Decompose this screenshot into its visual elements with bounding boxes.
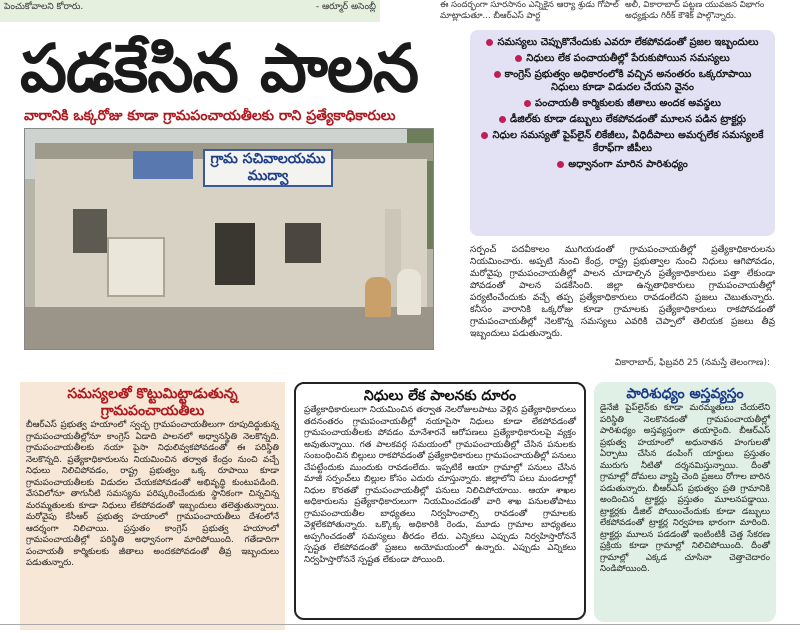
column-sanitation-title: పారిశుధ్యం అస్తవ్యస్తం bbox=[626, 386, 744, 402]
photo-sign-text2: ముద్వా bbox=[247, 168, 289, 184]
column-funds-body: ప్రత్యేకాధికారులుగా నియమించిన తర్వాత నెలరోజులపాటు వెళ్లిన ప్రత్యేకాధికారులు తదనంతరం గ్రామపంచాయతీల్లో నయాపైసా నిధులు కూడా లేకపోవడంతో గ్రామపంచాయతీలకు పోవడం మానేశారనే ఆరోపణలు ప్రత్యేకాధికారులపై వ్యక్తం అవుతున్నాయి. గత పాలకవర్గ సమయంలో గ్రామపంచాయతీల్లో చేసిన పనులకు సంబంధించిన బిల్లులు రాకపోవడంతో ప్రత్యేకాధికారులు గ్రామపంచాయతీల్లో పనులు చేపట్టేందుకు ముందుకు రావడంలేదు. ఇప్పటికే ఆయా గ్రామాల్లో పనులు చేసిన మాజీ సర్పంచ్‌లు బిల్లుల కోసం ఎదురు చూస్తున్నారు. జిల్లాలోని పలు మండలాల్లో నిధుల కొరతతో గ్రామపంచాయతీల్లో పనులు నిలిచిపోయాయి. ఆయా శాఖల అధికారులను ప్రత్యేకాధికారులుగా నియమించడంతో వారి శాఖ పనులతోపాటు గ్రామపంచాయతీల బాధ్యతలు నిర్వహించాల్సి రావడంతో గ్రామాలకు వెళ్లలేకపోతున్నారు. ఒక్కొక్క అధికారికి రెండు, మూడు గ్రామాల బాధ్యతలు అప్పగించడంతో సమస్యలు తీరడం లేదు. ఎన్నికలు ఎప్పుడు నిర్వహిస్తారోననే స్పష్టత లేకపోవడంతో ప్రజలు అయోమయంలో ఉన్నారు. ఎప్పుడు ఎన్నికలు నిర్వహిస్తారోననే స్పష్టత లేకుండా పోయింది. bbox=[304, 405, 576, 565]
photo-door bbox=[215, 223, 255, 285]
column-problems bbox=[20, 382, 285, 630]
highlight-item: సమస్యలు చెప్పుకొనేందుకు ఎవరూ లేకపోవడంతో ప్రజల ఇబ్బందులు bbox=[478, 36, 767, 49]
photo-sign-left bbox=[133, 151, 193, 179]
bullet-dot-icon bbox=[499, 116, 506, 123]
article-subhead: వారానికి ఒక్కరోజు కూడా గ్రామపంచాయతీలకు రాని ప్రత్యేకాధికారులు bbox=[24, 108, 396, 124]
photo-sign-text: గ్రామ సచివాలయము bbox=[210, 151, 326, 167]
photo-sign-board bbox=[203, 149, 333, 187]
top-right-strip bbox=[440, 0, 800, 22]
bullet-dot-icon bbox=[481, 132, 488, 139]
photo-niche bbox=[107, 237, 165, 297]
bullet-dot-icon bbox=[515, 55, 522, 62]
bottom-rule bbox=[0, 624, 800, 625]
photo-person-sitting bbox=[365, 277, 391, 317]
highlight-item: డీజిల్‌కు కూడా డబ్బులు లేకపోవడంతో మూలన పడిన ట్రాక్టర్లు bbox=[478, 113, 767, 126]
top-left-credit: - ఆర్మూర్ అసెంబ్లీ bbox=[315, 2, 376, 12]
bullet-dot-icon bbox=[494, 71, 501, 78]
bullet-dot-icon bbox=[524, 100, 531, 107]
column-sanitation-body: డైనేజీ పైప్‌లైన్‌కు కూడా మరమ్మతులు చేయలేని పరిస్థితి నెలకొనడంతో గ్రామపంచాయతీల్లో పారిశుధ్యం అస్తవ్యస్తంగా తయారైంది. బీఆర్ఎస్ ప్రభుత్వ హయాంలో అధునాతన హంగులతో ఏర్పాటు చేసిన డంపింగ్ యార్డులు ప్రస్తుతం మురుగు నీటితో దర్శనమిస్తున్నాయి. దీంతో గ్రామాల్లో దోమలు వ్యాప్తి చెంది ప్రజలు రోగాల బారిన పడుతున్నారు. బీఆర్ఎస్ ప్రభుత్వం ప్రతి గ్రామానికి అందించిన ట్రాక్టర్లు ప్రస్తుతం మూలనపడ్డాయి. ట్రాక్టర్లకు డీజిల్ పోయించేందుకు కూడా డబ్బులు లేకపోవడంతో ట్రాక్టర్ల నిర్వహణ భారంగా మారింది. ట్రాక్టర్లు మూలన పడడంతో ఇంటింటికీ చెత్త సేకరణ ప్రక్రియ కూడా గ్రామాల్లో నిలిచిపోయింది. దీంతో గ్రామాల్లో ఎక్కడ చూసినా చెత్తాచెదారం నిండిపోయింది. bbox=[600, 403, 770, 574]
top-left-pre-text: పెంచుకోవాలని కోరారు. bbox=[4, 2, 84, 12]
highlights-box bbox=[470, 30, 775, 236]
photo-person-standing bbox=[397, 269, 421, 315]
article-photo bbox=[24, 128, 434, 350]
photo-door-2 bbox=[285, 223, 321, 263]
photo-window bbox=[73, 209, 107, 253]
column-problems-body: బీఆర్ఎస్ ప్రభుత్వ హయాంలో స్వచ్ఛ గ్రామపంచాయతీలుగా రూపుదిద్దుకున్న గ్రామపంచాయతీల్లోనూ కాంగ్రెస్ ఏడాది పాలనలో అధ్వానస్థితి నెలకొన్నది. గ్రామపంచాయతీలకు నయా పైసా నిధులివ్వకపోవడంతో ఈ పరిస్థితి నెలకొన్నది. ప్రత్యేకాధికారులను నియమించిన తర్వాత కేంద్రం నుంచి వచ్చే నిధులు నిలిచిపోవడం, రాష్ట్ర ప్రభుత్వం ఒక్క రూపాయి కూడా గ్రామపంచాయతీలకు విడుదల చేయకపోవడంతో అభివృద్ధి కుంటుపడింది. వేసవిలోనూ తాగునీటి సమస్యను పరిష్కరించేందుకు స్థానికంగా చిన్నచిన్న మరమ్మతులకు కూడా నిధులు లేకపోవడంతో ఇబ్బందులు తలెత్తుతున్నాయి. మరోవైపు కేసీఆర్ ప్రభుత్వ హయాంలో గ్రామపంచాయతీలు దేశంలోనే ఆదర్శంగా నిలిచాయి. ప్రస్తుతం కాంగ్రెస్ ప్రభుత్వ హయాంలో గ్రామపంచాయతీల్లో పరిస్థితి అధ్వానంగా మారిపోయింది. గతేడాదిగా పంచాయతీ కార్మికులకు జీతాలు అందకపోవడంతో తీవ్ర ఇబ్బందులు పడుతున్నారు. bbox=[26, 420, 279, 568]
lead-paragraph: సర్పంచ్ పదవీకాలం ముగియడంతో గ్రామపంచాయతీల్లో ప్రత్యేకాధికారులను నియమించారు. అప్పటి నుంచి కేంద్ర, రాష్ట్ర ప్రభుత్వాల నుంచి నిధులు ఆగిపోవడం, మరోవైపు గ్రామపంచాయతీల్లో పాలన చూడాల్సిన ప్రత్యేకాధికారులు పత్తా లేకుండా పోవడంతో పాలన పడకేసింది. జిల్లా ఉన్నతాధికారులు గ్రామపంచాయతీల్లో పర్యటించేందుకు వచ్చే తప్ప ప్రత్యేకాధికారులు రావడంలేదని ప్రజలు చెబుతున్నారు. కనీసం వారానికి ఒక్కరోజు కూడా గ్రామాలకు ప్రత్యేకాధికారులు రాకపోవడంతో గ్రామపంచాయతీల్లో నెలకొన్న సమస్యలు ఎవరికి చెప్పాలో తెలియక ప్రజలు తీవ్ర ఇబ్బందులు పడుతున్నారు. bbox=[470, 245, 775, 339]
column-funds bbox=[294, 382, 586, 620]
article-headline: పడకేసిన పాలన bbox=[20, 30, 419, 107]
column-sanitation bbox=[594, 382, 776, 622]
highlight-item: నిధుల సమస్యతో పైప్‌లైన్ లికేజీలు, వీధిదీపాలు అమర్చలేక సమస్యలకే కేరాఫ్‌గా జీపీలు bbox=[478, 129, 767, 155]
bullet-dot-icon bbox=[557, 161, 564, 168]
bullet-dot-icon bbox=[486, 39, 493, 46]
highlight-item: అధ్వానంగా మారిన పారిశుధ్యం bbox=[478, 158, 767, 171]
highlight-item: కాంగ్రెస్ ప్రభుత్వం అధికారంలోకి వచ్చిన అనంతరం ఒక్కరూపాయి నిధులు కూడా విడుదల చేయని వైనం bbox=[478, 68, 767, 94]
top-right-col1: ఈ సందర్భంగా సూరసానం ఎన్నికైన ఆర్యా శ్రుడు గోపాల్ మాట్లాడుతూ... బీఆర్ఎస్ పార్ట bbox=[440, 0, 619, 21]
column-problems-title: సమస్యలతో కొట్టుమిట్టాడుతున్న గ్రామపంచాయతీలు bbox=[67, 386, 238, 419]
highlight-item: పంచాయతీ కార్మికులకు జీతాలు అందక అవస్థలు bbox=[478, 97, 767, 110]
dateline: వికారాబాద్, ఫిబ్రవరి 25 (నమస్తే తెలంగాణ): bbox=[614, 358, 770, 368]
column-funds-title: నిధులు లేక పాలనకు దూరం bbox=[363, 388, 517, 404]
top-left-strip bbox=[0, 0, 380, 22]
top-right-col2: అలీ, వికారాబాద్ పట్టణ యువజన విభాగం అధ్యక్షుడు గిరీక్ కౌశిక్ పాల్గొన్నారు. bbox=[625, 0, 765, 21]
highlight-item: నిధులు లేక పంచాయతీల్లో పేరుకుపోయిన సమస్యలు bbox=[478, 52, 767, 65]
